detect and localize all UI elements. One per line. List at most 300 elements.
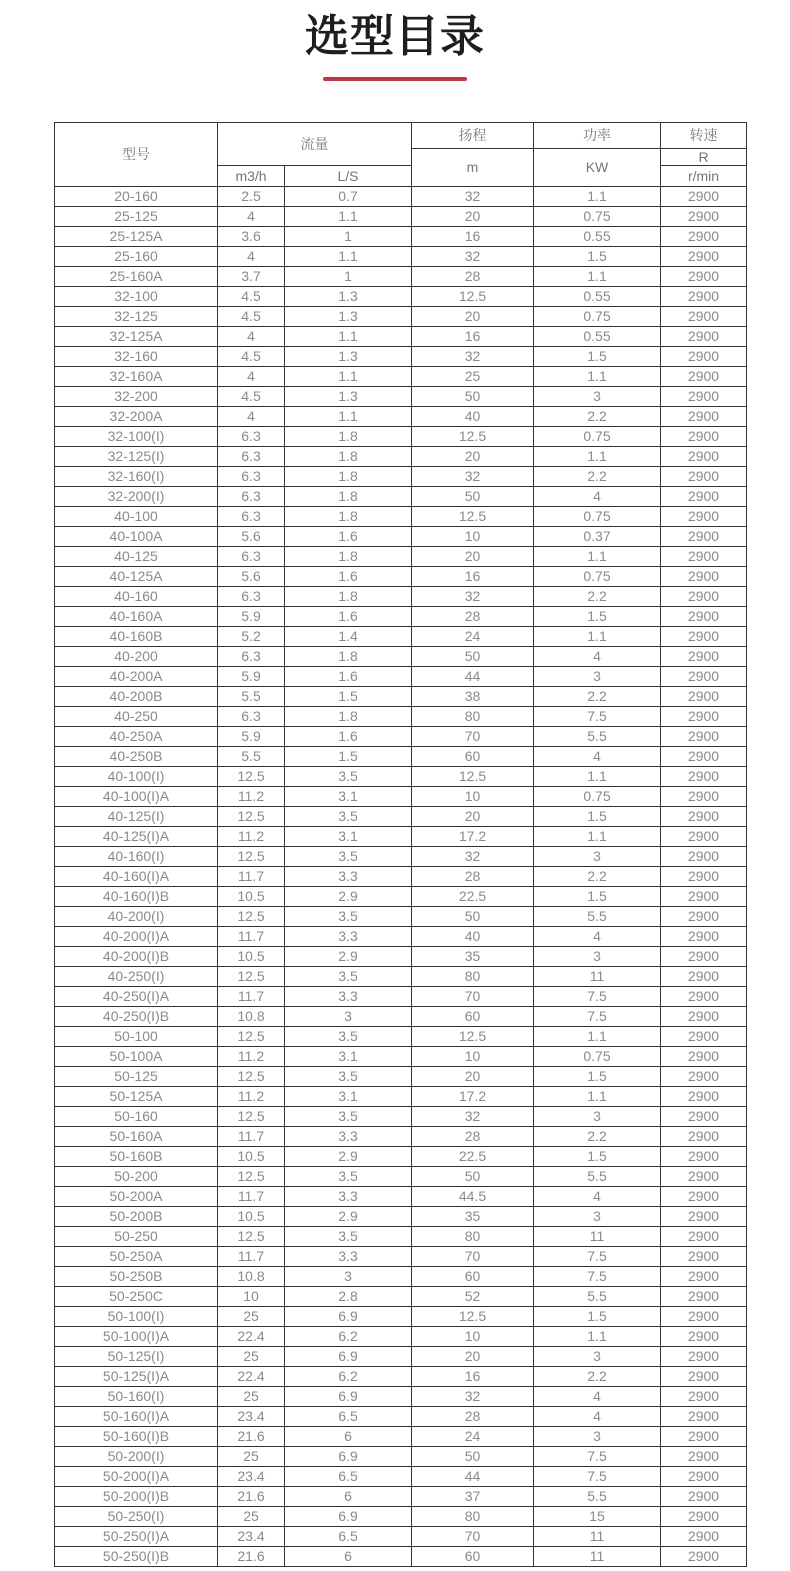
- table-row: [55, 1326, 747, 1346]
- table-row: [55, 686, 747, 706]
- cell-speed-rpm: 2900: [661, 1346, 747, 1366]
- table-row: [55, 906, 747, 926]
- cell-model: 40-100(I): [55, 766, 218, 786]
- cell-model: 40-200(I)B: [55, 946, 218, 966]
- cell-speed-rpm: 2900: [661, 906, 747, 926]
- cell-head-m: 28: [412, 866, 534, 886]
- cell-speed-rpm: 2900: [661, 1126, 747, 1146]
- cell-flow-m3h: 11.7: [218, 1246, 285, 1266]
- cell-speed-rpm: 2900: [661, 1546, 747, 1566]
- cell-flow-m3h: 12.5: [218, 1226, 285, 1246]
- cell-model: 40-200A: [55, 666, 218, 686]
- cell-speed-rpm: 2900: [661, 1066, 747, 1086]
- cell-power-kw: 3: [534, 846, 661, 866]
- table-row: [55, 1026, 747, 1046]
- cell-flow-m3h: 5.6: [218, 526, 285, 546]
- cell-power-kw: 0.55: [534, 286, 661, 306]
- cell-flow-ls: 0.7: [285, 186, 412, 206]
- table-row: [55, 846, 747, 866]
- cell-model: 50-160(I)B: [55, 1426, 218, 1446]
- cell-model: 25-125: [55, 206, 218, 226]
- cell-flow-ls: 3.1: [285, 826, 412, 846]
- cell-head-m: 80: [412, 1506, 534, 1526]
- cell-model: 40-200(I): [55, 906, 218, 926]
- cell-model: 32-100: [55, 286, 218, 306]
- cell-model: 50-100A: [55, 1046, 218, 1066]
- cell-power-kw: 11: [534, 1546, 661, 1566]
- cell-head-m: 38: [412, 686, 534, 706]
- cell-head-m: 10: [412, 526, 534, 546]
- cell-power-kw: 5.5: [534, 726, 661, 746]
- cell-flow-ls: 6.5: [285, 1466, 412, 1486]
- cell-power-kw: 4: [534, 486, 661, 506]
- cell-head-m: 12.5: [412, 286, 534, 306]
- cell-flow-ls: 1.8: [285, 426, 412, 446]
- cell-power-kw: 0.55: [534, 326, 661, 346]
- cell-flow-ls: 3.5: [285, 1166, 412, 1186]
- cell-speed-rpm: 2900: [661, 326, 747, 346]
- cell-speed-rpm: 2900: [661, 1086, 747, 1106]
- table-row: [55, 586, 747, 606]
- cell-flow-m3h: 3.6: [218, 226, 285, 246]
- table-row: [55, 866, 747, 886]
- cell-flow-m3h: 4.5: [218, 306, 285, 326]
- cell-speed-rpm: 2900: [661, 1166, 747, 1186]
- cell-flow-m3h: 11.7: [218, 926, 285, 946]
- cell-flow-ls: 1.6: [285, 606, 412, 626]
- cell-power-kw: 1.1: [534, 1026, 661, 1046]
- cell-flow-ls: 3: [285, 1266, 412, 1286]
- cell-flow-ls: 1: [285, 266, 412, 286]
- cell-model: 40-160B: [55, 626, 218, 646]
- cell-flow-ls: 1.1: [285, 366, 412, 386]
- cell-flow-m3h: 11.2: [218, 826, 285, 846]
- cell-head-m: 32: [412, 186, 534, 206]
- cell-power-kw: 0.75: [534, 426, 661, 446]
- cell-model: 40-160: [55, 586, 218, 606]
- cell-flow-ls: 3.5: [285, 1226, 412, 1246]
- cell-speed-rpm: 2900: [661, 1246, 747, 1266]
- cell-flow-ls: 3.5: [285, 906, 412, 926]
- cell-power-kw: 2.2: [534, 466, 661, 486]
- cell-flow-m3h: 6.3: [218, 706, 285, 726]
- cell-speed-rpm: 2900: [661, 546, 747, 566]
- table-row: [55, 1446, 747, 1466]
- table-row: [55, 726, 747, 746]
- cell-speed-rpm: 2900: [661, 1366, 747, 1386]
- cell-flow-m3h: 12.5: [218, 1106, 285, 1126]
- cell-power-kw: 0.55: [534, 226, 661, 246]
- cell-flow-ls: 6.5: [285, 1406, 412, 1426]
- cell-flow-m3h: 4: [218, 366, 285, 386]
- header-model: 型号: [55, 122, 218, 186]
- cell-speed-rpm: 2900: [661, 866, 747, 886]
- cell-head-m: 20: [412, 546, 534, 566]
- cell-flow-ls: 1.3: [285, 286, 412, 306]
- cell-power-kw: 3: [534, 386, 661, 406]
- table-row: [55, 766, 747, 786]
- cell-power-kw: 4: [534, 926, 661, 946]
- cell-flow-ls: 1.4: [285, 626, 412, 646]
- table-row: [55, 1006, 747, 1026]
- table-row: [55, 286, 747, 306]
- cell-flow-m3h: 11.7: [218, 866, 285, 886]
- title-underline: [323, 77, 467, 81]
- cell-speed-rpm: 2900: [661, 1426, 747, 1446]
- cell-head-m: 60: [412, 1266, 534, 1286]
- table-row: [55, 506, 747, 526]
- cell-flow-ls: 3.5: [285, 846, 412, 866]
- table-row: [55, 1406, 747, 1426]
- cell-speed-rpm: 2900: [661, 1026, 747, 1046]
- cell-head-m: 12.5: [412, 426, 534, 446]
- cell-speed-rpm: 2900: [661, 526, 747, 546]
- table-row: [55, 706, 747, 726]
- cell-flow-m3h: 23.4: [218, 1406, 285, 1426]
- table-body: [55, 186, 747, 1566]
- cell-power-kw: 2.2: [534, 586, 661, 606]
- cell-head-m: 32: [412, 346, 534, 366]
- table-row: [55, 1206, 747, 1226]
- cell-model: 32-200: [55, 386, 218, 406]
- cell-flow-ls: 3: [285, 1006, 412, 1026]
- cell-flow-m3h: 12.5: [218, 906, 285, 926]
- cell-power-kw: 2.2: [534, 1366, 661, 1386]
- cell-speed-rpm: 2900: [661, 446, 747, 466]
- cell-power-kw: 0.75: [534, 566, 661, 586]
- cell-power-kw: 4: [534, 646, 661, 666]
- cell-model: 40-125(I): [55, 806, 218, 826]
- table-row: [55, 186, 747, 206]
- cell-head-m: 16: [412, 1366, 534, 1386]
- cell-flow-m3h: 6.3: [218, 446, 285, 466]
- cell-speed-rpm: 2900: [661, 1466, 747, 1486]
- cell-flow-ls: 6.9: [285, 1386, 412, 1406]
- cell-speed-rpm: 2900: [661, 766, 747, 786]
- cell-flow-ls: 1.6: [285, 666, 412, 686]
- cell-flow-ls: 1.6: [285, 526, 412, 546]
- cell-power-kw: 2.2: [534, 1126, 661, 1146]
- cell-flow-m3h: 25: [218, 1346, 285, 1366]
- cell-model: 50-200(I): [55, 1446, 218, 1466]
- table-row: [55, 1366, 747, 1386]
- cell-speed-rpm: 2900: [661, 1226, 747, 1246]
- cell-speed-rpm: 2900: [661, 1506, 747, 1526]
- cell-flow-ls: 1.8: [285, 546, 412, 566]
- cell-flow-ls: 1.8: [285, 486, 412, 506]
- cell-head-m: 17.2: [412, 826, 534, 846]
- cell-flow-m3h: 21.6: [218, 1546, 285, 1566]
- table-row: [55, 666, 747, 686]
- cell-head-m: 28: [412, 1126, 534, 1146]
- table-row: [55, 826, 747, 846]
- cell-speed-rpm: 2900: [661, 966, 747, 986]
- cell-flow-ls: 3.5: [285, 1066, 412, 1086]
- cell-head-m: 16: [412, 326, 534, 346]
- cell-flow-ls: 3.3: [285, 866, 412, 886]
- cell-flow-ls: 2.9: [285, 946, 412, 966]
- cell-power-kw: 1.5: [534, 1066, 661, 1086]
- cell-flow-ls: 1.6: [285, 726, 412, 746]
- cell-power-kw: 0.75: [534, 786, 661, 806]
- cell-flow-ls: 3.3: [285, 926, 412, 946]
- table-row: [55, 306, 747, 326]
- cell-speed-rpm: 2900: [661, 666, 747, 686]
- cell-head-m: 25: [412, 366, 534, 386]
- cell-flow-ls: 1.1: [285, 326, 412, 346]
- cell-flow-ls: 1.1: [285, 246, 412, 266]
- cell-flow-ls: 2.9: [285, 886, 412, 906]
- cell-head-m: 12.5: [412, 1306, 534, 1326]
- cell-speed-rpm: 2900: [661, 466, 747, 486]
- cell-model: 40-250B: [55, 746, 218, 766]
- cell-speed-rpm: 2900: [661, 1206, 747, 1226]
- cell-flow-ls: 3.3: [285, 986, 412, 1006]
- cell-speed-rpm: 2900: [661, 386, 747, 406]
- cell-head-m: 22.5: [412, 1146, 534, 1166]
- cell-speed-rpm: 2900: [661, 646, 747, 666]
- cell-model: 32-100(I): [55, 426, 218, 446]
- cell-model: 50-160(I): [55, 1386, 218, 1406]
- cell-power-kw: 1.1: [534, 446, 661, 466]
- cell-flow-ls: 3.1: [285, 1046, 412, 1066]
- cell-flow-m3h: 5.9: [218, 666, 285, 686]
- cell-flow-m3h: 10.8: [218, 1266, 285, 1286]
- cell-head-m: 24: [412, 626, 534, 646]
- cell-power-kw: 2.2: [534, 866, 661, 886]
- cell-power-kw: 0.37: [534, 526, 661, 546]
- selection-table: [54, 122, 747, 1567]
- cell-power-kw: 15: [534, 1506, 661, 1526]
- cell-flow-m3h: 12.5: [218, 966, 285, 986]
- table-row: [55, 1426, 747, 1446]
- cell-head-m: 60: [412, 746, 534, 766]
- cell-power-kw: 1.1: [534, 266, 661, 286]
- table-row: [55, 606, 747, 626]
- table-row: [55, 1126, 747, 1146]
- table-row: [55, 1226, 747, 1246]
- cell-head-m: 32: [412, 586, 534, 606]
- cell-power-kw: 3: [534, 1106, 661, 1126]
- cell-head-m: 44.5: [412, 1186, 534, 1206]
- cell-power-kw: 1.5: [534, 1146, 661, 1166]
- cell-flow-m3h: 10.5: [218, 1206, 285, 1226]
- table-row: [55, 806, 747, 826]
- cell-model: 25-160: [55, 246, 218, 266]
- cell-power-kw: 11: [534, 1526, 661, 1546]
- cell-flow-ls: 3.5: [285, 766, 412, 786]
- cell-speed-rpm: 2900: [661, 1526, 747, 1546]
- cell-head-m: 24: [412, 1426, 534, 1446]
- cell-model: 32-200A: [55, 406, 218, 426]
- cell-model: 40-200B: [55, 686, 218, 706]
- cell-model: 40-160A: [55, 606, 218, 626]
- cell-model: 50-200(I)B: [55, 1486, 218, 1506]
- cell-model: 50-250(I)A: [55, 1526, 218, 1546]
- table-row: [55, 266, 747, 286]
- cell-model: 50-200B: [55, 1206, 218, 1226]
- cell-head-m: 20: [412, 806, 534, 826]
- table-row: [55, 1466, 747, 1486]
- cell-speed-rpm: 2900: [661, 946, 747, 966]
- cell-head-m: 70: [412, 726, 534, 746]
- header-speed-unit: r/min: [661, 165, 747, 186]
- cell-model: 50-160B: [55, 1146, 218, 1166]
- header-row-1: [55, 122, 747, 148]
- table-row: [55, 1106, 747, 1126]
- table-row: [55, 346, 747, 366]
- cell-power-kw: 5.5: [534, 1286, 661, 1306]
- cell-model: 40-160(I)B: [55, 886, 218, 906]
- table-row: [55, 1526, 747, 1546]
- cell-head-m: 10: [412, 1046, 534, 1066]
- cell-flow-ls: 6.9: [285, 1506, 412, 1526]
- cell-flow-m3h: 5.9: [218, 726, 285, 746]
- cell-power-kw: 1.5: [534, 246, 661, 266]
- cell-power-kw: 3: [534, 1426, 661, 1446]
- table-row: [55, 426, 747, 446]
- table-row: [55, 746, 747, 766]
- cell-speed-rpm: 2900: [661, 1446, 747, 1466]
- cell-flow-m3h: 12.5: [218, 806, 285, 826]
- cell-flow-ls: 6.2: [285, 1366, 412, 1386]
- table-row: [55, 986, 747, 1006]
- header-head-unit: m: [412, 148, 534, 186]
- cell-model: 40-125: [55, 546, 218, 566]
- cell-speed-rpm: 2900: [661, 286, 747, 306]
- cell-flow-m3h: 25: [218, 1506, 285, 1526]
- cell-power-kw: 1.1: [534, 766, 661, 786]
- cell-head-m: 50: [412, 906, 534, 926]
- cell-speed-rpm: 2900: [661, 786, 747, 806]
- cell-flow-ls: 6: [285, 1426, 412, 1446]
- cell-flow-m3h: 5.5: [218, 686, 285, 706]
- cell-model: 20-160: [55, 186, 218, 206]
- table-row: [55, 206, 747, 226]
- cell-flow-m3h: 10.5: [218, 886, 285, 906]
- cell-head-m: 50: [412, 646, 534, 666]
- cell-flow-m3h: 25: [218, 1306, 285, 1326]
- table-row: [55, 1286, 747, 1306]
- cell-flow-ls: 2.9: [285, 1206, 412, 1226]
- table-header: [55, 122, 747, 186]
- cell-power-kw: 4: [534, 1406, 661, 1426]
- cell-power-kw: 2.2: [534, 406, 661, 426]
- cell-head-m: 32: [412, 246, 534, 266]
- cell-flow-m3h: 22.4: [218, 1326, 285, 1346]
- cell-model: 50-125(I): [55, 1346, 218, 1366]
- cell-flow-m3h: 6.3: [218, 426, 285, 446]
- cell-flow-m3h: 10.5: [218, 1146, 285, 1166]
- cell-model: 40-100(I)A: [55, 786, 218, 806]
- cell-flow-m3h: 25: [218, 1386, 285, 1406]
- cell-head-m: 50: [412, 386, 534, 406]
- cell-speed-rpm: 2900: [661, 1146, 747, 1166]
- cell-model: 40-250A: [55, 726, 218, 746]
- cell-head-m: 44: [412, 1466, 534, 1486]
- cell-power-kw: 7.5: [534, 986, 661, 1006]
- cell-power-kw: 11: [534, 966, 661, 986]
- cell-flow-ls: 1.3: [285, 386, 412, 406]
- cell-flow-m3h: 21.6: [218, 1486, 285, 1506]
- cell-head-m: 20: [412, 1066, 534, 1086]
- cell-speed-rpm: 2900: [661, 606, 747, 626]
- cell-flow-m3h: 4: [218, 246, 285, 266]
- cell-model: 50-100(I)A: [55, 1326, 218, 1346]
- cell-power-kw: 2.2: [534, 686, 661, 706]
- cell-head-m: 35: [412, 1206, 534, 1226]
- cell-model: 32-160: [55, 346, 218, 366]
- cell-flow-ls: 6: [285, 1546, 412, 1566]
- header-power: 功率: [534, 122, 661, 148]
- cell-flow-m3h: 11.7: [218, 1186, 285, 1206]
- cell-flow-m3h: 4.5: [218, 346, 285, 366]
- cell-head-m: 50: [412, 1446, 534, 1466]
- cell-model: 50-200(I)A: [55, 1466, 218, 1486]
- cell-head-m: 28: [412, 266, 534, 286]
- cell-speed-rpm: 2900: [661, 1406, 747, 1426]
- cell-head-m: 20: [412, 446, 534, 466]
- table-row: [55, 926, 747, 946]
- cell-flow-ls: 1.8: [285, 446, 412, 466]
- cell-flow-m3h: 4: [218, 206, 285, 226]
- table-row: [55, 1146, 747, 1166]
- table-row: [55, 1086, 747, 1106]
- cell-speed-rpm: 2900: [661, 1386, 747, 1406]
- table-row: [55, 446, 747, 466]
- cell-model: 40-250: [55, 706, 218, 726]
- table-row: [55, 326, 747, 346]
- header-flow-ls: L/S: [285, 165, 412, 186]
- cell-power-kw: 1.5: [534, 346, 661, 366]
- cell-power-kw: 1.5: [534, 606, 661, 626]
- header-speed-r: R: [661, 148, 747, 165]
- cell-speed-rpm: 2900: [661, 926, 747, 946]
- cell-head-m: 32: [412, 466, 534, 486]
- cell-flow-ls: 1.8: [285, 706, 412, 726]
- table-row: [55, 626, 747, 646]
- cell-flow-m3h: 6.3: [218, 486, 285, 506]
- cell-speed-rpm: 2900: [661, 746, 747, 766]
- cell-flow-m3h: 12.5: [218, 1166, 285, 1186]
- cell-power-kw: 1.1: [534, 186, 661, 206]
- cell-power-kw: 7.5: [534, 706, 661, 726]
- cell-power-kw: 7.5: [534, 1446, 661, 1466]
- cell-model: 32-160(I): [55, 466, 218, 486]
- cell-model: 50-160: [55, 1106, 218, 1126]
- cell-head-m: 10: [412, 1326, 534, 1346]
- cell-flow-ls: 1.5: [285, 746, 412, 766]
- cell-model: 40-250(I)A: [55, 986, 218, 1006]
- cell-head-m: 60: [412, 1546, 534, 1566]
- cell-power-kw: 0.75: [534, 1046, 661, 1066]
- cell-flow-ls: 6.9: [285, 1446, 412, 1466]
- cell-flow-ls: 3.1: [285, 1086, 412, 1106]
- cell-model: 40-160(I): [55, 846, 218, 866]
- cell-head-m: 32: [412, 846, 534, 866]
- table-row: [55, 1506, 747, 1526]
- cell-speed-rpm: 2900: [661, 366, 747, 386]
- cell-power-kw: 5.5: [534, 906, 661, 926]
- table-row: [55, 246, 747, 266]
- cell-flow-m3h: 4.5: [218, 386, 285, 406]
- cell-power-kw: 1.1: [534, 366, 661, 386]
- cell-flow-m3h: 11.2: [218, 786, 285, 806]
- cell-head-m: 50: [412, 1166, 534, 1186]
- cell-model: 50-250C: [55, 1286, 218, 1306]
- cell-power-kw: 3: [534, 666, 661, 686]
- cell-model: 40-250(I): [55, 966, 218, 986]
